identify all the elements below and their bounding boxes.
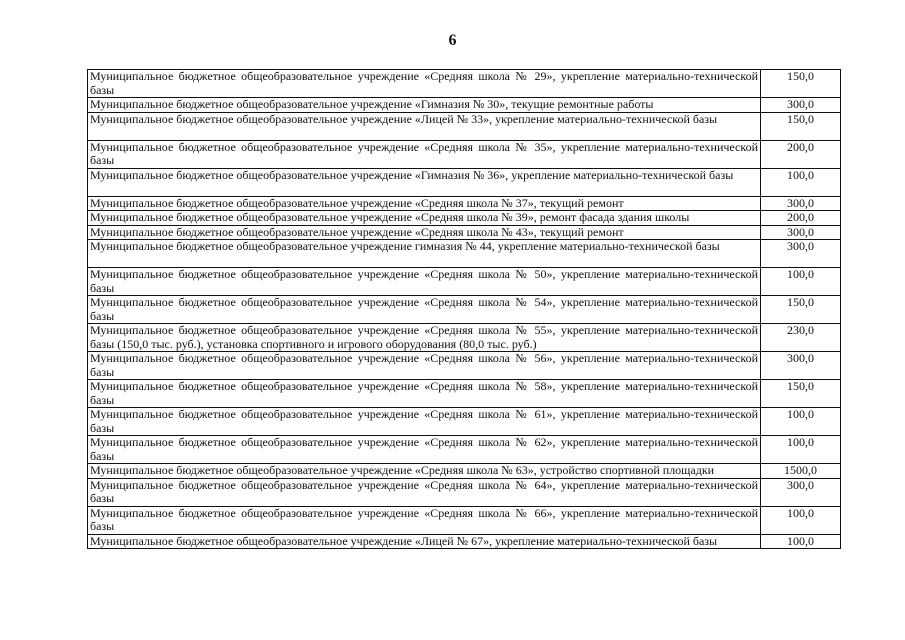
- table-row: [88, 380, 841, 408]
- row-description: Муниципальное бюджетное общеобразовательное учреждение «Средняя школа № 55», укрепление материально-технической базы (150,0 тыс. руб.), установка спортивного и игрового оборудования (80,0 тыс. руб.): [88, 324, 761, 352]
- row-amount: 300,0: [761, 352, 841, 380]
- allocation-table: [87, 69, 841, 549]
- row-description: Муниципальное бюджетное общеобразовательное учреждение «Средняя школа № 50», укрепление материально-технической базы: [88, 268, 761, 296]
- row-amount: 150,0: [761, 296, 841, 324]
- row-amount: 300,0: [761, 225, 841, 240]
- table-row: [88, 211, 841, 226]
- table-row: [88, 196, 841, 211]
- row-amount: 200,0: [761, 211, 841, 226]
- table-row: [88, 225, 841, 240]
- row-description: Муниципальное бюджетное общеобразовательное учреждение «Средняя школа № 64», укрепление материально-технической базы: [88, 478, 761, 506]
- table-row: [88, 478, 841, 506]
- row-description: Муниципальное бюджетное общеобразовательное учреждение «Средняя школа № 39», ремонт фасада здания школы: [88, 211, 761, 226]
- row-amount: 100,0: [761, 168, 841, 196]
- row-description: Муниципальное бюджетное общеобразовательное учреждение «Средняя школа № 62», укрепление материально-технической базы: [88, 436, 761, 464]
- row-description: Муниципальное бюджетное общеобразовательное учреждение «Средняя школа № 63», устройство спортивной площадки: [88, 464, 761, 479]
- row-description: Муниципальное бюджетное общеобразовательное учреждение «Средняя школа № 35», укрепление материально-технической базы: [88, 140, 761, 168]
- row-description: Муниципальное бюджетное общеобразовательное учреждение «Средняя школа № 29», укрепление материально-технической базы: [88, 70, 761, 98]
- row-amount: 230,0: [761, 324, 841, 352]
- table-row: [88, 324, 841, 352]
- row-description: Муниципальное бюджетное общеобразовательное учреждение «Средняя школа № 54», укрепление материально-технической базы: [88, 296, 761, 324]
- row-amount: 150,0: [761, 70, 841, 98]
- row-amount: 300,0: [761, 196, 841, 211]
- row-description: Муниципальное бюджетное общеобразовательное учреждение «Средняя школа № 56», укрепление материально-технической базы: [88, 352, 761, 380]
- table-row: [88, 140, 841, 168]
- row-description: Муниципальное бюджетное общеобразовательное учреждение «Гимназия № 30», текущие ремонтные работы: [88, 98, 761, 113]
- row-description: Муниципальное бюджетное общеобразовательное учреждение «Лицей № 33», укрепление материально-технической базы: [88, 112, 761, 140]
- row-amount: 150,0: [761, 112, 841, 140]
- table-row: [88, 534, 841, 549]
- row-description: Муниципальное бюджетное общеобразовательное учреждение «Средняя школа № 66», укрепление материально-технической базы: [88, 506, 761, 534]
- table-row: [88, 352, 841, 380]
- row-description: Муниципальное бюджетное общеобразовательное учреждение «Средняя школа № 58», укрепление материально-технической базы: [88, 380, 761, 408]
- row-description: Муниципальное бюджетное общеобразовательное учреждение «Гимназия № 36», укрепление материально-технической базы: [88, 168, 761, 196]
- row-amount: 300,0: [761, 478, 841, 506]
- row-amount: 100,0: [761, 268, 841, 296]
- row-amount: 200,0: [761, 140, 841, 168]
- row-amount: 300,0: [761, 240, 841, 268]
- table-row: [88, 436, 841, 464]
- row-description: Муниципальное бюджетное общеобразовательное учреждение «Средняя школа № 37», текущий ремонт: [88, 196, 761, 211]
- table-row: [88, 98, 841, 113]
- row-amount: 100,0: [761, 436, 841, 464]
- row-amount: 100,0: [761, 506, 841, 534]
- table-row: [88, 464, 841, 479]
- table-row: [88, 296, 841, 324]
- table-row: [88, 70, 841, 98]
- row-description: Муниципальное бюджетное общеобразовательное учреждение «Средняя школа № 43», текущий ремонт: [88, 225, 761, 240]
- row-description: Муниципальное бюджетное общеобразовательное учреждение «Средняя школа № 61», укрепление материально-технической базы: [88, 408, 761, 436]
- table-row: [88, 408, 841, 436]
- table-row: [88, 112, 841, 140]
- row-amount: 150,0: [761, 380, 841, 408]
- table-row: [88, 168, 841, 196]
- table-row: [88, 268, 841, 296]
- row-amount: 100,0: [761, 408, 841, 436]
- table-row: [88, 506, 841, 534]
- page-number: 6: [448, 32, 457, 49]
- row-amount: 300,0: [761, 98, 841, 113]
- row-description: Муниципальное бюджетное общеобразовательное учреждение гимназия № 44, укрепление материально-технической базы: [88, 240, 761, 268]
- row-amount: 1500,0: [761, 464, 841, 479]
- row-amount: 100,0: [761, 534, 841, 549]
- row-description: Муниципальное бюджетное общеобразовательное учреждение «Лицей № 67», укрепление материально-технической базы: [88, 534, 761, 549]
- table-row: [88, 240, 841, 268]
